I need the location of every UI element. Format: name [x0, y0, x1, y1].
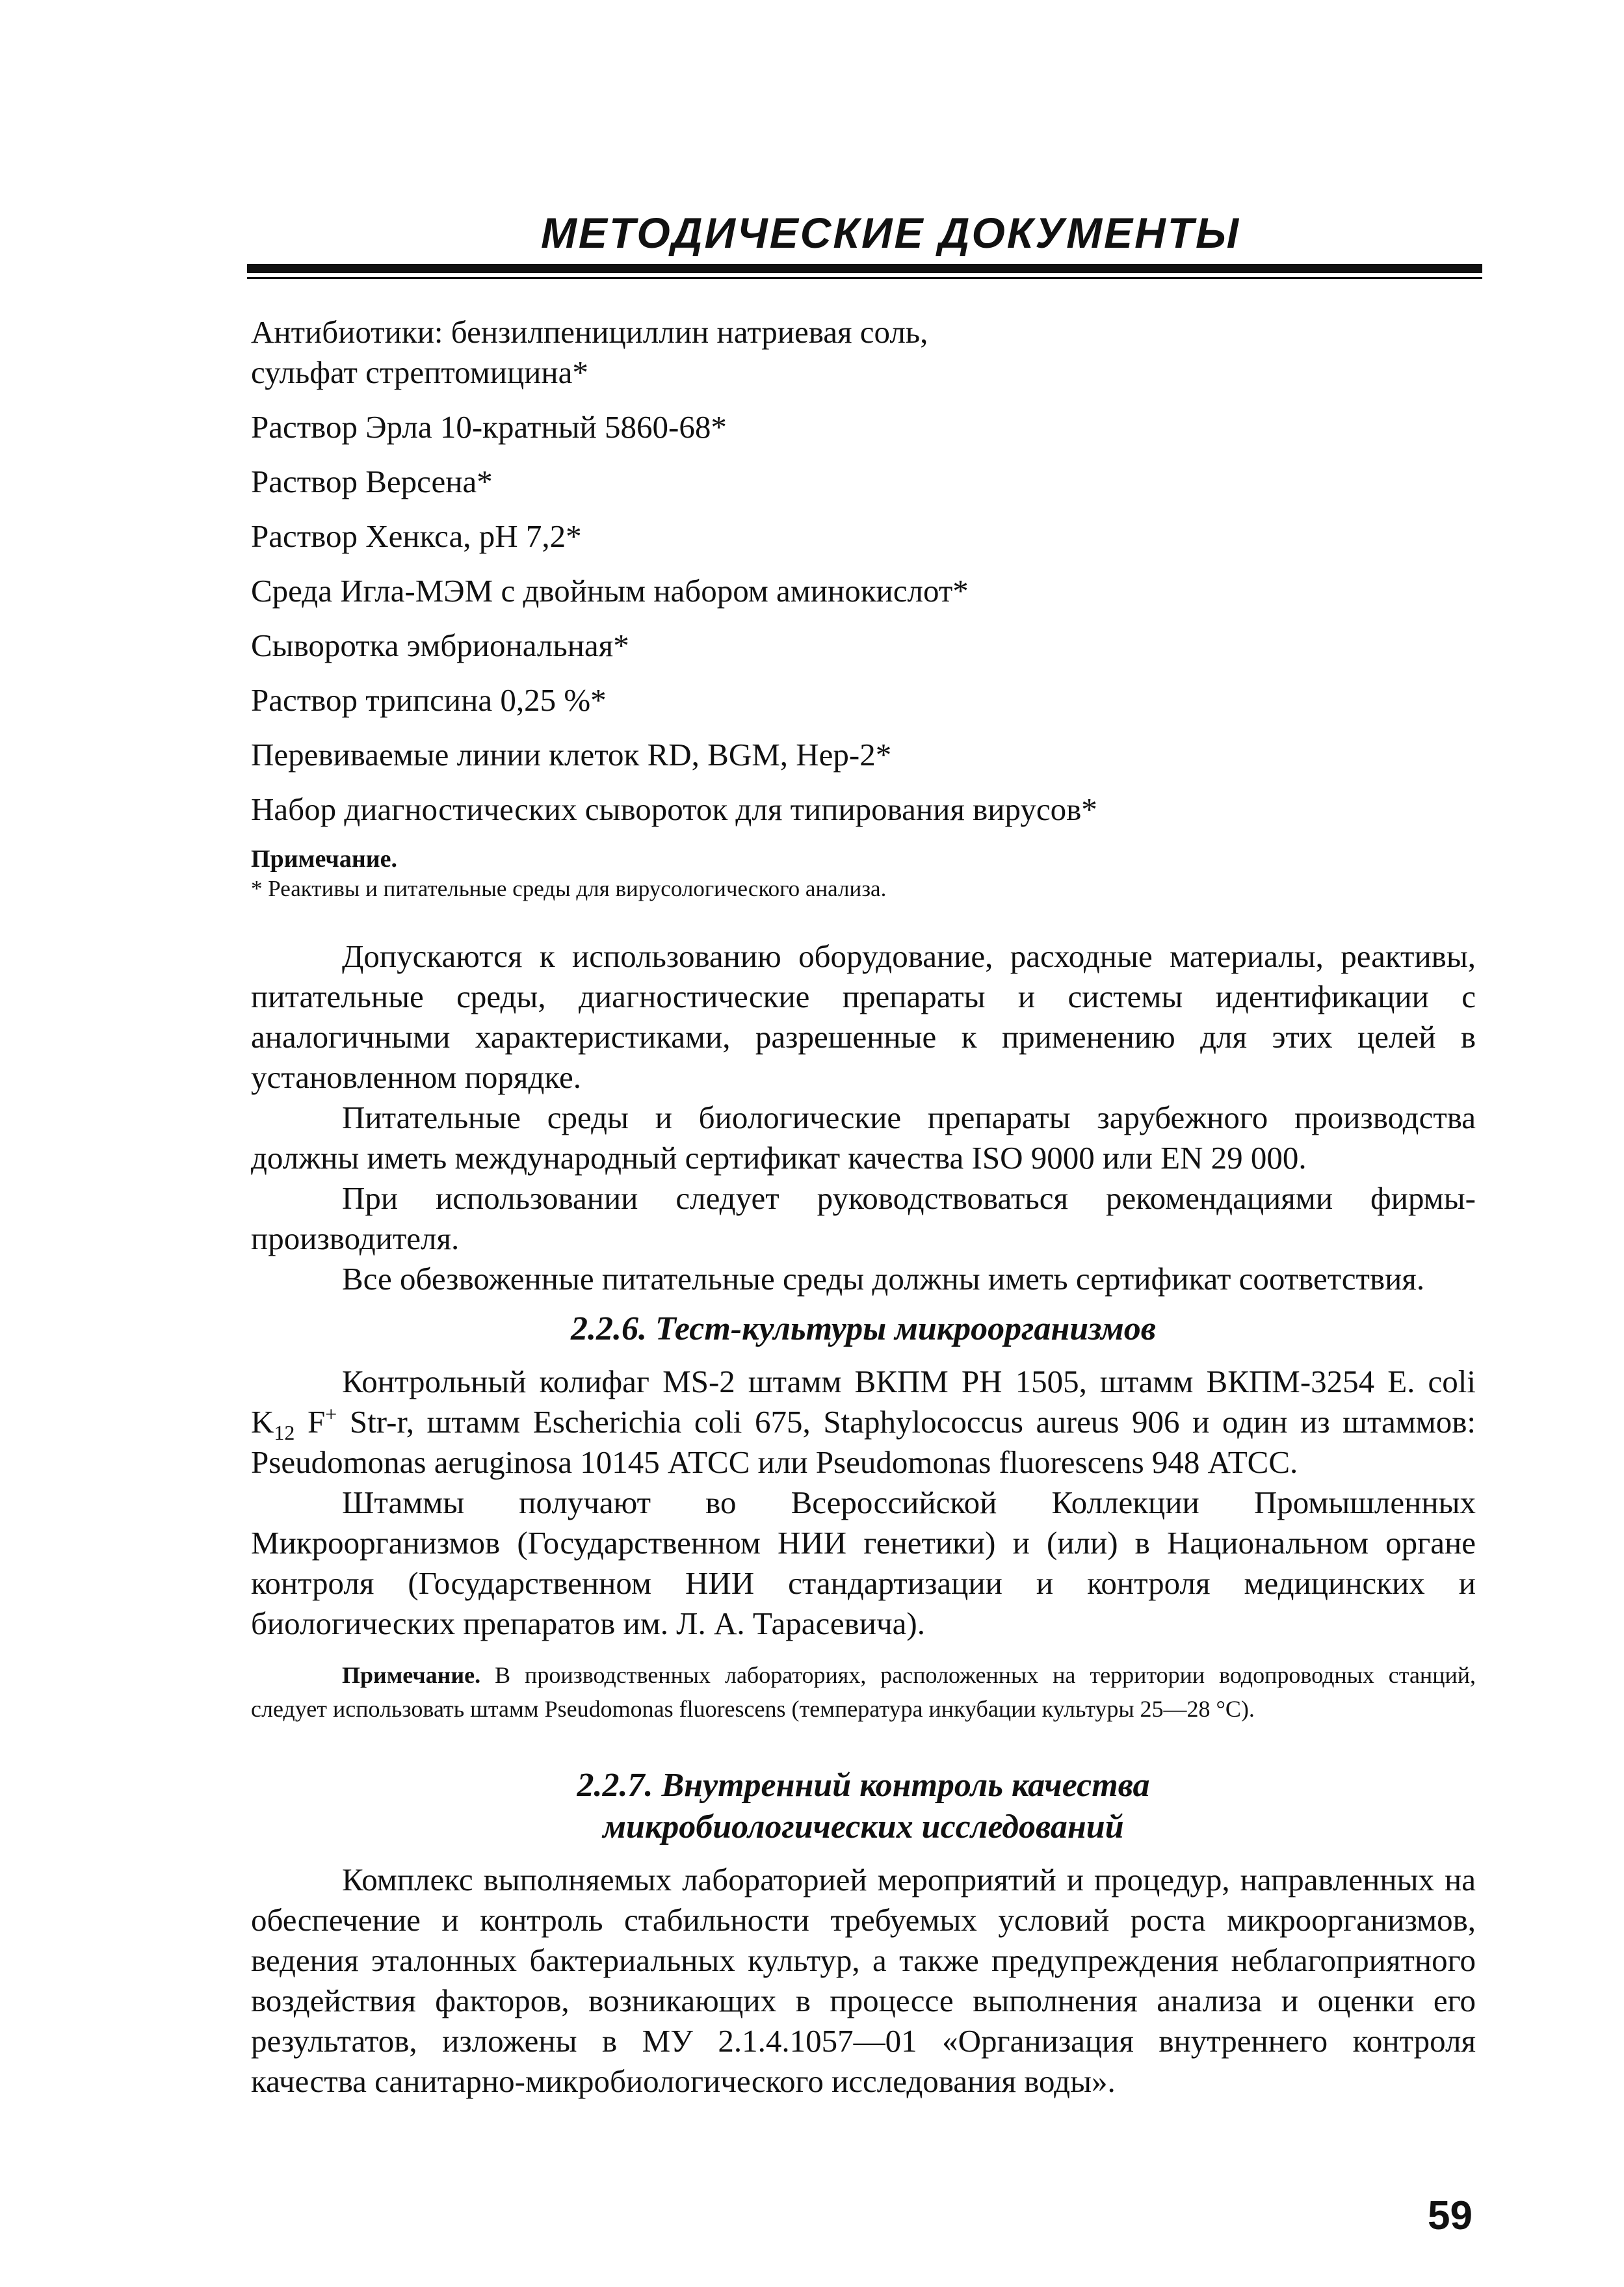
- list-item: Сыворотка эмбриональная*: [251, 628, 629, 663]
- page-header: [247, 207, 1482, 279]
- list-note-text: * Реактивы и питательные среды для вирусологического анализа.: [251, 876, 887, 901]
- list-item: Перевиваемые линии клеток RD, BGM, Hep-2*: [251, 737, 892, 773]
- paragraph: Все обезвоженные питательные среды должны иметь сертификат соответствия.: [342, 1261, 1425, 1297]
- page-number: 59: [1428, 2193, 1473, 2238]
- reagent-list: [251, 312, 1473, 904]
- paragraph-block-a: [251, 936, 1476, 1299]
- section-227-title-line2: микробиологических исследований: [603, 1808, 1124, 1845]
- header-rule-thin: [247, 277, 1482, 279]
- section-227: [251, 1765, 1476, 2102]
- section-226-note: Примечание. В производственных лабораториях, расположенных на территории водопроводных станций, следует использовать штамм Pseudomonas fluorescens (температура инкубации культуры 25—28 °С).: [251, 1662, 1476, 1722]
- list-item: Раствор трипсина 0,25 %*: [251, 682, 607, 718]
- list-item: Раствор Хенкса, pH 7,2*: [251, 518, 582, 554]
- header-title: МЕТОДИЧЕСКИЕ ДОКУМЕНТЫ: [540, 209, 1241, 257]
- paragraph: При использовании следует руководствоваться рекомендациями фирмы-производителя.: [251, 1180, 1476, 1256]
- section-227-title-line1: 2.2.7. Внутренний контроль качества: [577, 1767, 1150, 1804]
- header-rule-thick: [247, 264, 1482, 273]
- paragraph: Штаммы получают во Всероссийской Коллекции Промышленных Микроорганизмов (Государственном НИИ генетики) и (или) в Национальном органе контроля (Государственном НИИ стандартизации и контроля медицинских и биологических препаратов им. Л. А. Тарасевича).: [251, 1485, 1476, 1641]
- section-226-title: 2.2.6. Тест-культуры микроорганизмов: [571, 1310, 1156, 1347]
- list-item: Набор диагностических сывороток для типирования вирусов*: [251, 791, 1097, 827]
- paragraph: Допускаются к использованию оборудование, расходные материалы, реактивы, питательные среды, диагностические препараты и системы идентификации с аналогичными характеристиками, разрешенные к применению для этих целей в установленном порядке.: [251, 938, 1476, 1095]
- list-item: Среда Игла-МЭМ с двойным набором аминокислот*: [251, 573, 969, 609]
- list-item: Раствор Эрла 10-кратный 5860-68*: [251, 409, 727, 445]
- section-226: [251, 1308, 1476, 1726]
- paragraph: Контрольный колифаг MS-2 штамм ВКПМ РН 1505, штамм ВКПМ-3254 E. coli $K_{12}$ F+ Str-r, штамм Escherichia coli 675, Staphylococcus aureus 906 и один из штаммов: Pseudomonas aeruginosa 10145 АТСС или Pseudomonas fluorescens 948 АТСС.: [251, 1364, 1476, 1480]
- list-note-title: Примечание.: [251, 845, 397, 873]
- paragraph: Комплекс выполняемых лабораторией мероприятий и процедур, направленных на обеспечение и контроль стабильности требуемых условий роста микроорганизмов, ведения эталонных бактериальных культур, а также предупреждения неблагоприятного воздействия факторов, возникающих в процессе выполнения анализа и оценки его результатов, изложены в МУ 2.1.4.1057—01 «Организация внутреннего контроля качества санитарно-микробиологического исследования воды».: [251, 1862, 1476, 2099]
- list-item: Антибиотики: бензилпенициллин натриевая соль, сульфат стрептомицина*: [251, 314, 928, 390]
- list-item: Раствор Версена*: [251, 464, 493, 499]
- paragraph: Питательные среды и биологические препараты зарубежного производства должны иметь международный сертификат качества ISO 9000 или EN 29 000.: [251, 1100, 1476, 1176]
